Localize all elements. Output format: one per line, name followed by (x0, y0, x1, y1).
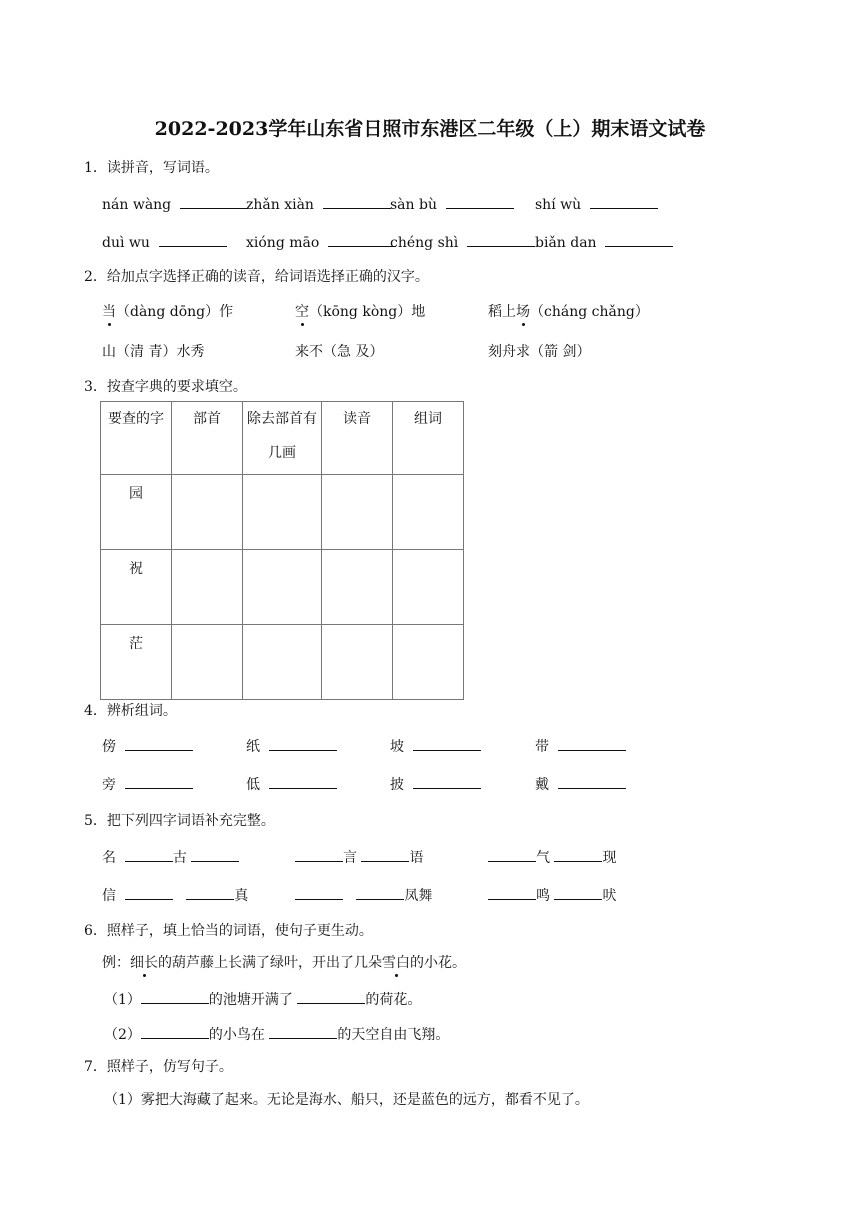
char-choice-item: 来不（急 及） (295, 344, 384, 360)
idiom-item: 名 古 (102, 847, 239, 867)
answer-cell[interactable] (393, 625, 464, 700)
answer-blank[interactable] (590, 194, 658, 209)
question-6-prompt: 6．照样子，填上恰当的词语，使句子更生动。 (84, 923, 373, 939)
dotted-word: 雪白 (382, 952, 410, 972)
char-choice-item: 山（清 青）水秀 (102, 344, 205, 360)
char-choice-item: 刻舟求（箭 剑） (488, 344, 591, 360)
pinyin-text: shí wù (535, 197, 582, 213)
dotted-char: 场 (516, 301, 530, 321)
pinyin-text: sàn bù (390, 197, 437, 213)
pinyin-item (246, 194, 391, 213)
pronunciation-item: 稻上场（cháng chǎng） (488, 301, 649, 321)
dotted-word: 细长 (130, 952, 158, 972)
lookup-char: 茫 (101, 625, 172, 700)
answer-blank[interactable] (488, 847, 536, 862)
answer-blank[interactable] (323, 194, 391, 209)
answer-cell[interactable] (172, 625, 243, 700)
word-item: 旁 (102, 774, 193, 794)
idiom-item: 言 语 (295, 847, 423, 867)
answer-cell[interactable] (322, 475, 393, 550)
answer-cell[interactable] (172, 475, 243, 550)
answer-blank[interactable] (413, 774, 481, 789)
dictionary-table (100, 401, 464, 700)
question-5-prompt: 5．把下列四字词语补充完整。 (84, 813, 275, 829)
question-2-prompt: 2．给加点字选择正确的读音，给词语选择正确的汉字。 (84, 269, 429, 285)
answer-blank[interactable] (297, 989, 365, 1004)
table-header: 读音 (322, 402, 393, 475)
idiom-item: 凤舞 (295, 885, 432, 905)
answer-blank[interactable] (356, 885, 404, 900)
table-header: 组词 (393, 402, 464, 475)
idiom-item: 信 真 (102, 885, 248, 905)
question-3-prompt: 3．按查字典的要求填空。 (84, 379, 247, 395)
answer-cell[interactable] (172, 550, 243, 625)
idiom-item: 鸣 吠 (488, 885, 616, 905)
answer-cell[interactable] (322, 625, 393, 700)
pinyin-item (535, 194, 658, 213)
dotted-char: 当 (102, 301, 116, 321)
question-7-prompt: 7．照样子，仿写句子。 (84, 1059, 233, 1075)
pinyin-text: xióng māo (246, 235, 320, 251)
pinyin-item (390, 232, 535, 251)
answer-blank[interactable] (125, 736, 193, 751)
answer-blank[interactable] (141, 1024, 209, 1039)
table-header-row (101, 402, 464, 475)
table-header: 要查的字 (101, 402, 172, 475)
answer-blank[interactable] (125, 774, 193, 789)
sentence-1: （1） 的池塘开满了 的荷花。 (104, 989, 421, 1009)
lookup-char: 园 (101, 475, 172, 550)
word-item: 纸 (246, 736, 337, 756)
pinyin-text: zhǎn xiàn (246, 197, 314, 213)
lookup-char: 祝 (101, 550, 172, 625)
pinyin-text: nán wàng (102, 197, 172, 213)
model-sentence: （1）雾把大海藏了起来。无论是海水、船只，还是蓝色的远方，都看不见了。 (104, 1092, 589, 1108)
page-title: 2022-2023学年山东省日照市东港区二年级（上）期末语文试卷 (154, 118, 706, 140)
answer-blank[interactable] (269, 736, 337, 751)
answer-blank[interactable] (554, 885, 602, 900)
table-header: 部首 (172, 402, 243, 475)
pinyin-item (246, 232, 396, 251)
answer-blank[interactable] (159, 232, 227, 247)
answer-blank[interactable] (269, 1024, 337, 1039)
pinyin-text: biǎn dan (535, 235, 597, 251)
table-header: 除去部首有几画 (243, 402, 322, 475)
pinyin-item (535, 232, 673, 251)
answer-blank[interactable] (361, 847, 409, 862)
word-item: 傍 (102, 736, 193, 756)
answer-blank[interactable] (191, 847, 239, 862)
pinyin-item (390, 194, 514, 213)
answer-blank[interactable] (488, 885, 536, 900)
answer-blank[interactable] (413, 736, 481, 751)
word-item: 坡 (390, 736, 481, 756)
answer-blank[interactable] (328, 232, 396, 247)
answer-blank[interactable] (605, 232, 673, 247)
word-item: 低 (246, 774, 337, 794)
answer-blank[interactable] (558, 774, 626, 789)
idiom-item: 气 现 (488, 847, 616, 867)
answer-cell[interactable] (243, 475, 322, 550)
pinyin-item (102, 232, 227, 251)
answer-cell[interactable] (243, 550, 322, 625)
answer-blank[interactable] (125, 847, 173, 862)
sentence-2: （2） 的小鸟在 的天空自由飞翔。 (104, 1024, 449, 1044)
pinyin-item (102, 194, 248, 213)
table-row (101, 475, 464, 550)
answer-cell[interactable] (393, 550, 464, 625)
answer-blank[interactable] (141, 989, 209, 1004)
pronunciation-item: 当（dàng dōng）作 (102, 301, 233, 321)
word-item: 带 (535, 736, 626, 756)
answer-blank[interactable] (186, 885, 234, 900)
example-sentence: 例：细长的葫芦藤上长满了绿叶，开出了几朵雪白的小花。 (102, 952, 466, 972)
answer-blank[interactable] (125, 885, 173, 900)
answer-blank[interactable] (295, 885, 343, 900)
answer-blank[interactable] (467, 232, 535, 247)
word-item: 戴 (535, 774, 626, 794)
table-row (101, 550, 464, 625)
answer-blank[interactable] (295, 847, 343, 862)
answer-cell[interactable] (322, 550, 393, 625)
answer-blank[interactable] (446, 194, 514, 209)
word-item: 披 (390, 774, 481, 794)
answer-blank[interactable] (558, 736, 626, 751)
pinyin-text: chéng shì (390, 235, 459, 251)
question-1-prompt: 1．读拼音，写词语。 (84, 160, 219, 176)
answer-blank[interactable] (180, 194, 248, 209)
pronunciation-item: 空（kōng kòng）地 (295, 301, 425, 321)
dotted-char: 空 (295, 301, 309, 321)
question-4-prompt: 4．辨析组词。 (84, 703, 177, 719)
answer-blank[interactable] (554, 847, 602, 862)
answer-blank[interactable] (269, 774, 337, 789)
answer-cell[interactable] (243, 625, 322, 700)
pinyin-text: duì wu (102, 235, 150, 251)
table-row (101, 625, 464, 700)
answer-cell[interactable] (393, 475, 464, 550)
